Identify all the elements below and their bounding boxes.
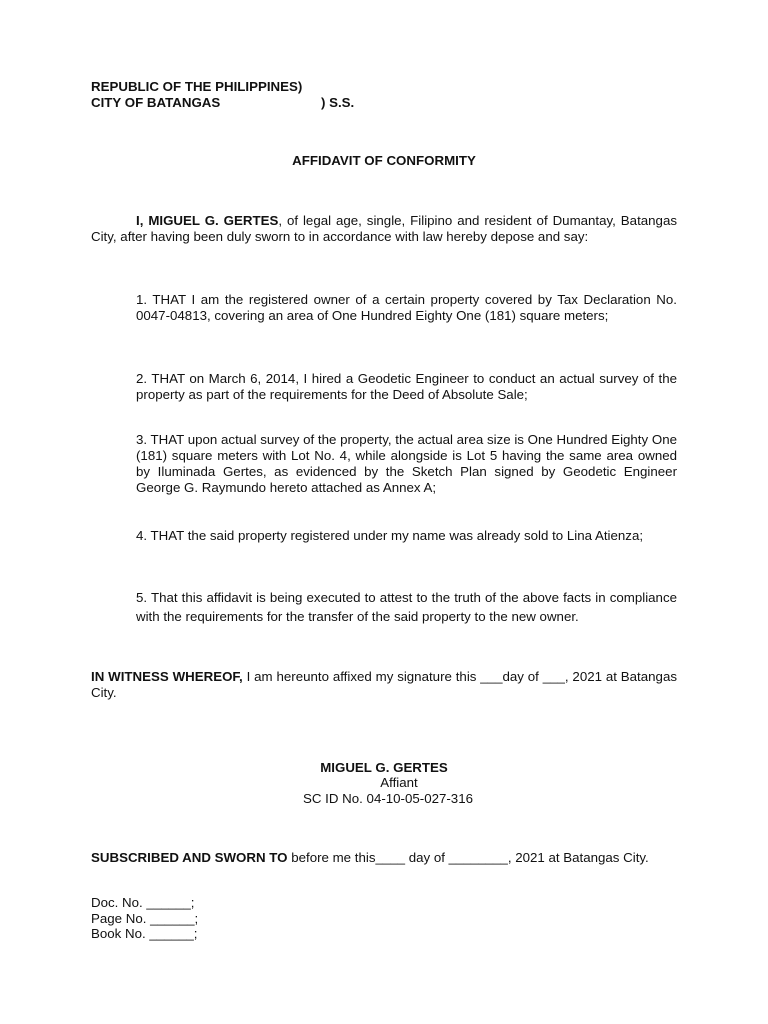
clause-4: 4. THAT the said property registered under my name was already sold to Lina Atienza; [136,528,644,543]
clause-2: 2. THAT on March 6, 2014, I hired a Geodetic Engineer to conduct an actual survey of the property as part of the requirements for the Deed of Absolute Sale; [136,371,677,402]
signatory-id: SC ID No. 04-10-05-027-316 [303,791,473,806]
witness-paragraph [91,669,677,701]
page-number: Page No. ______; [91,911,199,926]
venue-country: REPUBLIC OF THE PHILIPPINES) [91,79,303,94]
jurat-paragraph [91,850,677,866]
witness-text: I am hereunto affixed my signature this ___day of ___, 2021 at Batangas City. [91,669,677,700]
clause-1: 1. THAT I am the registered owner of a certain property covered by Tax Declaration No. 0047-04813, covering an area of One Hundred Eighty One (181) square meters; [136,292,677,323]
signatory-role: Affiant [380,775,418,790]
book-number: Book No. ______; [91,926,198,941]
jurat-lead: SUBSCRIBED AND SWORN TO [91,850,288,865]
document-title: AFFIDAVIT OF CONFORMITY [292,153,476,168]
clause-3: 3. THAT upon actual survey of the property, the actual area size is One Hundred Eighty One (181) square meters with Lot No. 4, while alongside is Lot 5 having the same area owned by Iluminada Gertes, as evidenced by the Sketch Plan signed by Geodetic Engineer George G. Raymundo hereto attached as Annex A; [136,432,677,495]
venue-city: CITY OF BATANGAS [91,95,221,110]
doc-number: Doc. No. ______; [91,895,195,910]
signatory-name: MIGUEL G. GERTES [320,760,448,775]
witness-lead: IN WITNESS WHEREOF, [91,669,243,684]
venue-city-line [91,95,355,111]
intro-text: , of legal age, single, Filipino and resident of Dumantay, Batangas City, after having been duly sworn to in accordance with law hereby depose and say: [91,213,677,244]
affiant-intro-name: I, MIGUEL G. GERTES [136,213,279,228]
jurat-text: before me this____ day of ________, 2021 at Batangas City. [287,850,649,865]
intro-paragraph [91,213,677,245]
venue-ss: ) S.S. [321,95,355,110]
clause-5: 5. That this affidavit is being executed to attest to the truth of the above facts in compliance with the requirements for the transfer of the said property to the new owner. [136,590,677,624]
